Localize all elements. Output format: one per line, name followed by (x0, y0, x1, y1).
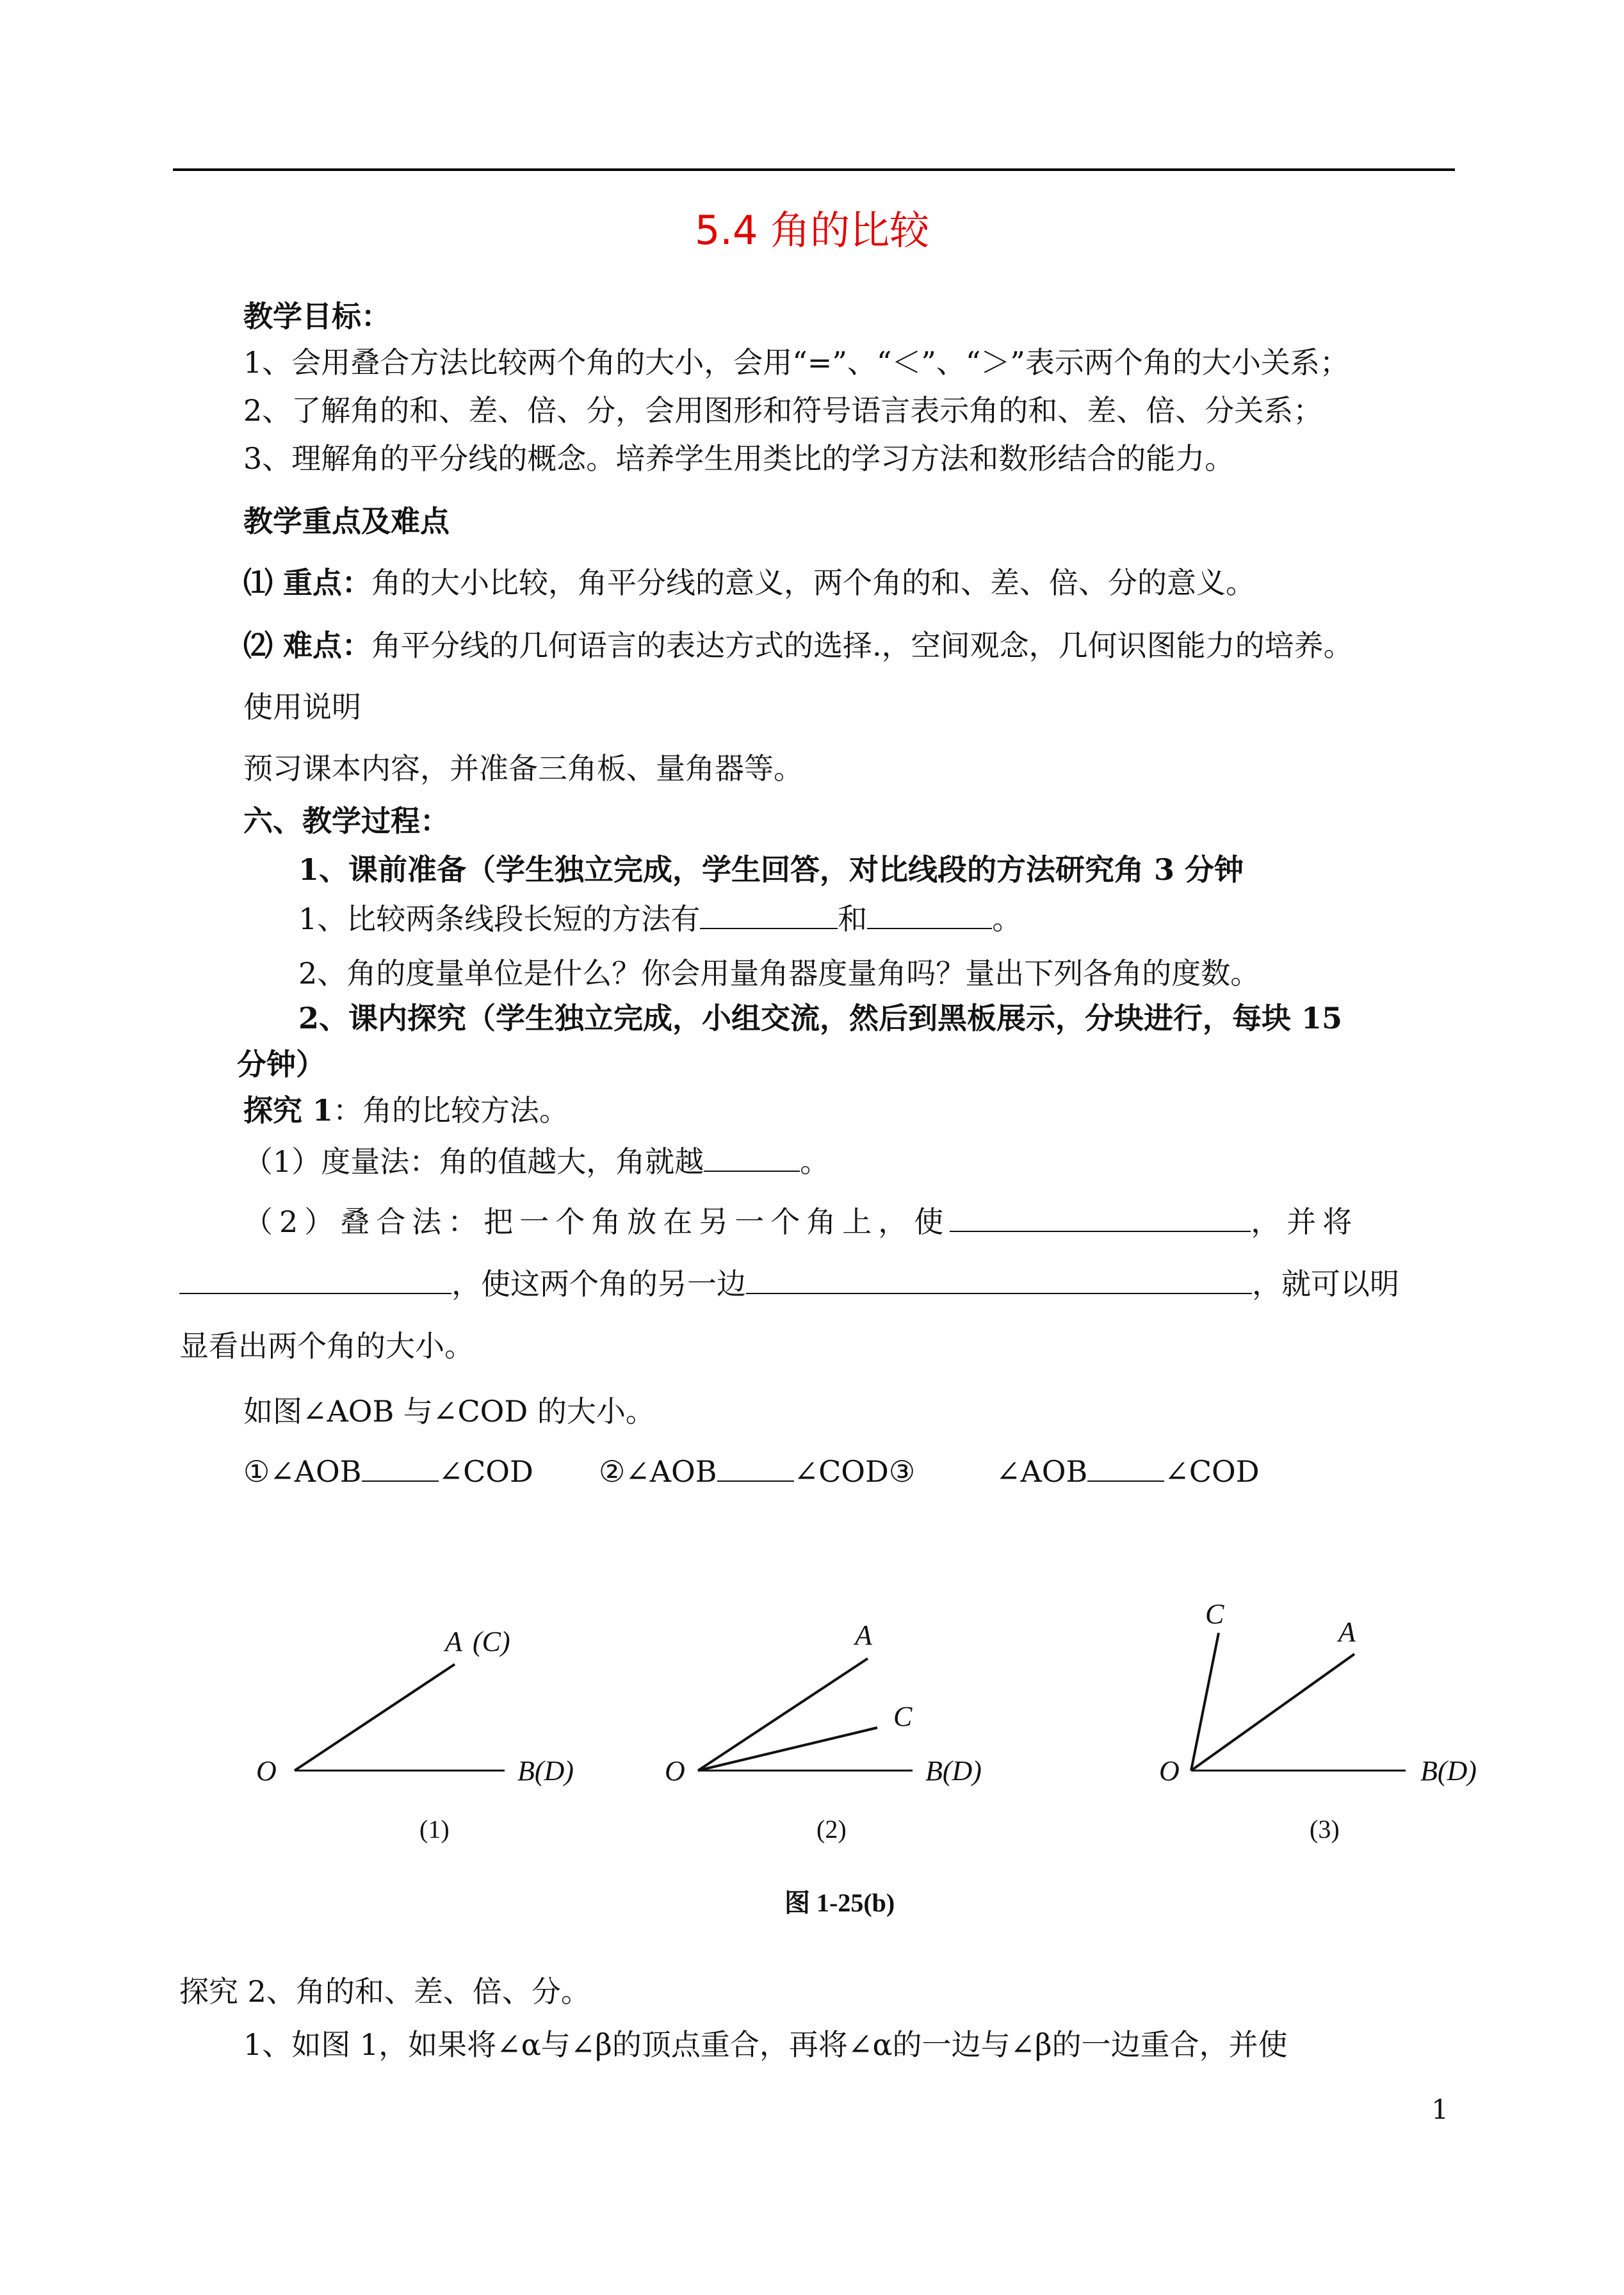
explore2-title: 探究 2、角的和、差、倍、分。 (179, 1974, 590, 2009)
difficulty (243, 626, 1353, 665)
answer-blank[interactable] (362, 1452, 439, 1482)
explore-heading-line2: 分钟） (237, 1047, 325, 1082)
method-overlap-cont (179, 1265, 1399, 1303)
page-number: 1 (1431, 2094, 1449, 2125)
answer-blank[interactable] (717, 1452, 794, 1482)
header-rule (173, 168, 1455, 171)
explore2-question-1: 1、如图 1，如果将∠α与∠β的顶点重合，再将∠α的一边与∠β的一边重合，并使 (243, 2027, 1288, 2062)
usage-text: 预习课本内容，并准备三角板、量角器等。 (243, 751, 803, 786)
explore1-title (243, 1091, 569, 1130)
label-C: (C) (473, 1626, 510, 1657)
difficulty-label: ⑵ 难点： (243, 628, 372, 663)
label-O: O (665, 1755, 685, 1787)
label-BD: B(D) (1420, 1755, 1477, 1787)
compare-2 (599, 1452, 915, 1491)
prep-question-2: 2、角的度量单位是什么？你会用量角器度量角吗？量出下列各角的度数。 (298, 956, 1260, 991)
explore1-text: ：角的比较方法。 (333, 1093, 569, 1128)
prep-q1-and: 和 (838, 902, 868, 936)
caption-2: (2) (816, 1815, 847, 1844)
method1-end: 。 (800, 1144, 830, 1179)
method-overlap (243, 1203, 1358, 1241)
label-A: A (1338, 1616, 1356, 1648)
method-overlap-end: 显看出两个角的大小。 (179, 1329, 474, 1363)
compare-3-right: ∠COD (1164, 1454, 1260, 1489)
label-BD: B(D) (517, 1755, 574, 1787)
compare-3 (996, 1452, 1260, 1491)
ray-OA (698, 1658, 868, 1771)
caption-1: (1) (419, 1815, 450, 1844)
label-O: O (256, 1755, 277, 1787)
compare-3-left: ∠AOB (996, 1454, 1088, 1489)
method-measure (243, 1142, 829, 1181)
ray-OA (1191, 1654, 1354, 1771)
prep-q1-end: 。 (992, 902, 1022, 936)
objective-2: 2、了解角的和、差、倍、分，会用图形和符号语言表示角的和、差、倍、分关系； (243, 393, 1323, 428)
label-BD: B(D) (925, 1755, 982, 1787)
key-heading: 教学重点及难点 (243, 504, 450, 539)
key-point (243, 564, 1255, 602)
compare-2-right: ∠COD③ (793, 1454, 916, 1489)
objectives-heading: 教学目标： (243, 299, 391, 334)
usage-heading: 使用说明 (243, 690, 361, 724)
compare-intro: 如图∠AOB 与∠COD 的大小。 (243, 1394, 655, 1429)
compare-2-left: ②∠AOB (599, 1454, 717, 1489)
label-O: O (1159, 1755, 1180, 1787)
ray-OC (1191, 1633, 1219, 1771)
key-point-label: ⑴ 重点： (243, 565, 372, 600)
label-C: C (1205, 1598, 1224, 1630)
answer-blank[interactable] (867, 900, 992, 929)
answer-blank[interactable] (1087, 1452, 1164, 1482)
figure-panel-2 (665, 1619, 982, 1844)
label-A: A (445, 1626, 462, 1657)
prep-question-1 (298, 900, 1021, 938)
objective-3: 3、理解角的平分线的概念。培养学生用类比的学习方法和数形结合的能力。 (243, 441, 1235, 476)
label-A: A (855, 1619, 872, 1651)
method2-text-b: ，并将 (1251, 1204, 1359, 1239)
explore1-label: 探究 1 (243, 1093, 334, 1128)
method2-text-d: ，就可以明 (1252, 1267, 1399, 1301)
difficulty-text: 角平分线的几何语言的表达方式的选择.，空间观念，几何识图能力的培养。 (371, 628, 1353, 663)
figure-panel-3 (1159, 1598, 1477, 1844)
compare-1-right: ∠COD (438, 1454, 533, 1489)
figure-caption: 图 1-25(b) (784, 1888, 895, 1917)
answer-blank[interactable] (950, 1203, 1251, 1232)
answer-blank[interactable] (179, 1265, 451, 1294)
answer-blank[interactable] (704, 1142, 800, 1172)
ray-OA (295, 1664, 455, 1771)
process-heading: 六、教学过程： (243, 804, 450, 838)
answer-blank[interactable] (700, 900, 838, 929)
page-title: 5.4 角的比较 (694, 207, 930, 254)
compare-1-left: ①∠AOB (243, 1454, 362, 1489)
objective-1: 1、会用叠合方法比较两个角的大小，会用“=”、“＜”、“＞”表示两个角的大小关系； (243, 345, 1349, 380)
prep-heading: 1、课前准备（学生独立完成，学生回答，对比线段的方法研究角 3 分钟 (298, 852, 1244, 887)
ray-OC (698, 1728, 877, 1771)
figure-panel-1 (256, 1626, 574, 1844)
answer-blank[interactable] (746, 1265, 1252, 1294)
method2-text: （2）叠合法：把一个角放在另一个角上，使 (243, 1204, 950, 1239)
compare-1 (243, 1452, 533, 1491)
key-point-text: 角的大小比较，角平分线的意义，两个角的和、差、倍、分的意义。 (371, 565, 1256, 600)
prep-q1-text: 1、比较两条线段长短的方法有 (298, 902, 701, 936)
caption-3: (3) (1310, 1815, 1340, 1844)
angle-figure (237, 1598, 1505, 1956)
explore-heading-line1: 2、课内探究（学生独立完成，小组交流，然后到黑板展示，分块进行，每块 15 (298, 1001, 1343, 1035)
method2-text-c: ，使这两个角的另一边 (451, 1267, 746, 1301)
label-C: C (893, 1701, 913, 1732)
method1-text: （1）度量法：角的值越大，角就越 (243, 1144, 704, 1179)
